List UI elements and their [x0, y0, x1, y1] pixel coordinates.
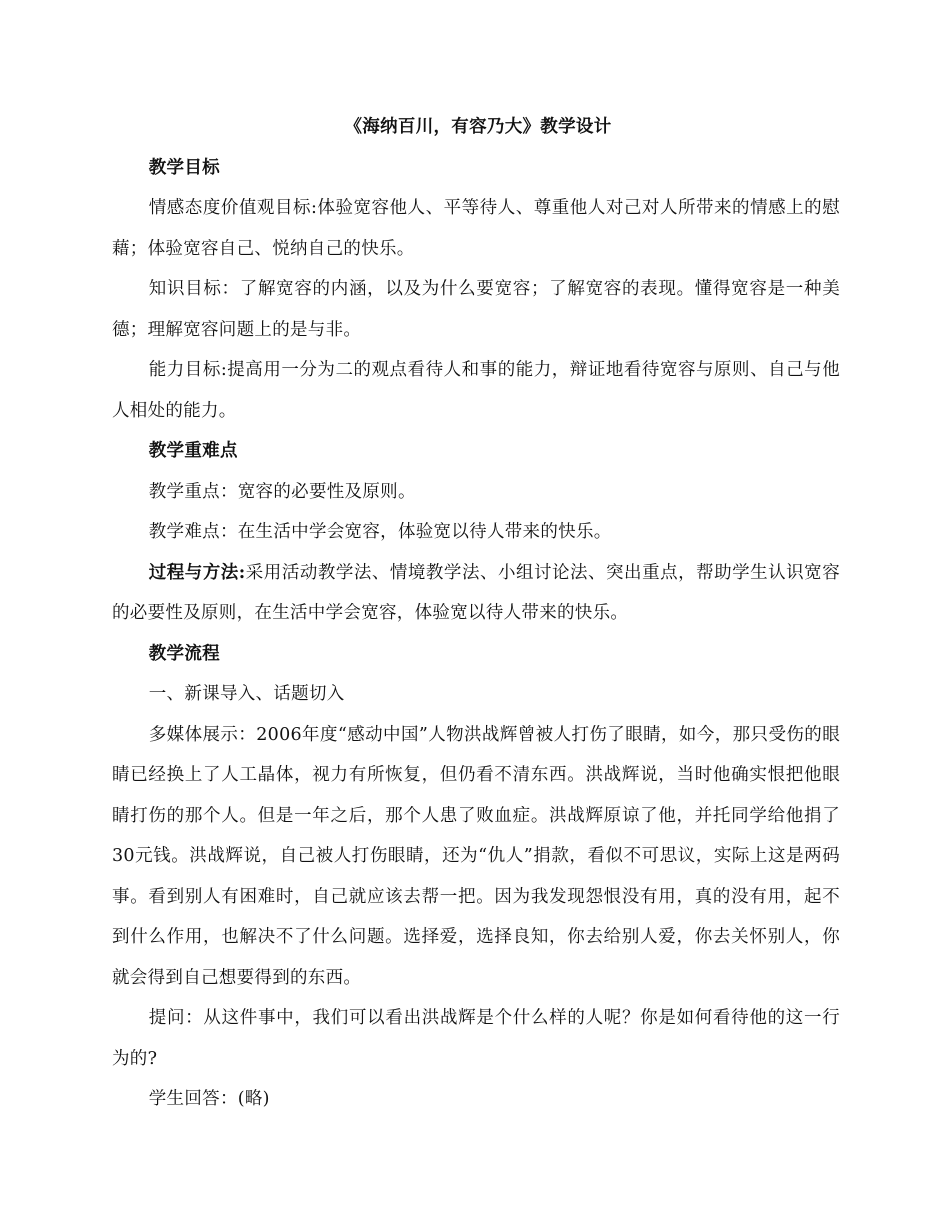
document-page — [112, 107, 840, 1120]
section-heading-goals: 教学目标 — [148, 157, 220, 178]
paragraph-step1-title: 一、新课导入、话题切入 — [148, 684, 345, 704]
paragraph-goal-knowledge: 知识目标：了解宽容的内涵，以及为什么要宽容；了解宽容的表现。懂得宽容是一种美德；理解宽容问题上的是与非。 — [112, 279, 840, 340]
paragraph-question: 提问：从这件事中，我们可以看出洪战辉是个什么样的人呢？你是如何看待他的这一行为的? — [112, 1008, 840, 1069]
section-heading-flow: 教学流程 — [148, 643, 220, 664]
paragraph-key-point: 教学重点：宽容的必要性及原则。 — [148, 481, 416, 502]
paragraph-difficult-point: 教学难点：在生活中学会宽容，体验宽以待人带来的快乐。 — [148, 522, 612, 542]
paragraph-goal-ability: 能力目标:提高用一分为二的观点看待人和事的能力，辩证地看待宽容与原则、自己与他人相处的能力。 — [112, 360, 840, 421]
paragraph-goal-emotion: 情感态度价值观目标:体验宽容他人、平等待人、尊重他人对己对人所带来的情感上的慰藉；体验宽容自己、悦纳自己的快乐。 — [112, 198, 840, 259]
document-title: 《海纳百川，有容乃大》教学设计 — [344, 117, 612, 137]
paragraph-media: 多媒体展示：2006年度“感动中国”人物洪战辉曾被人打伤了眼睛，如今，那只受伤的眼睛已经换上了人工晶体，视力有所恢复，但仍看不清东西。洪战辉说，当时他确实恨把他眼睛打伤的那个人。但是一年之后，那个人患了败血症。洪战辉原谅了他，并托同学给他捐了30元钱。洪战辉说，自己被人打伤眼睛，还为“仇人”捐款，看似不可思议，实际上这是两码事。看到别人有困难时，自己就应该去帮一把。因为我发现怨恨没有用，真的没有用，起不到什么作用，也解决不了什么问题。选择爱，选择良知，你去给别人爱，你去关怀别人，你就会得到自己想要得到的东西。 — [112, 724, 840, 988]
method-lead-label: 过程与方法: — [148, 562, 246, 583]
paragraph-method — [112, 553, 840, 634]
method-text: 采用活动教学法、情境教学法、小组讨论法、突出重点，帮助学生认识宽容的必要性及原则，在生活中学会宽容，体验宽以待人带来的快乐。 — [112, 562, 840, 623]
paragraph-answer: 学生回答：(略) — [148, 1089, 270, 1109]
section-heading-key-points: 教学重难点 — [148, 441, 238, 461]
